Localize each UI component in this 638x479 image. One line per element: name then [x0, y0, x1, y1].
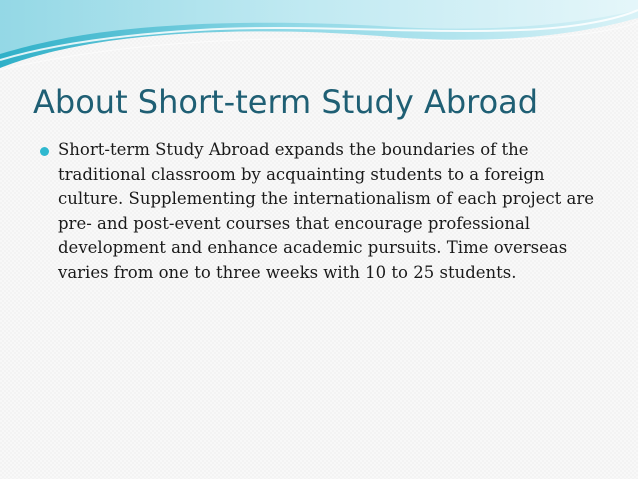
bullet-dot-icon [40, 147, 49, 156]
header-wave-decoration [0, 0, 638, 80]
bullet-text: Short-term Study Abroad expands the boundaries of the traditional classroom by acquainting students to a foreign culture. Supplementing the internationalism of each project are pre- and post-event courses that encourage professional development and enhance academic pursuits. Time overseas varies from one to three weeks with 10 to 25 students. [58, 140, 595, 282]
bullet-item [40, 138, 600, 285]
bullet-list [40, 138, 600, 285]
slide-title: About Short-term Study Abroad [33, 83, 539, 121]
